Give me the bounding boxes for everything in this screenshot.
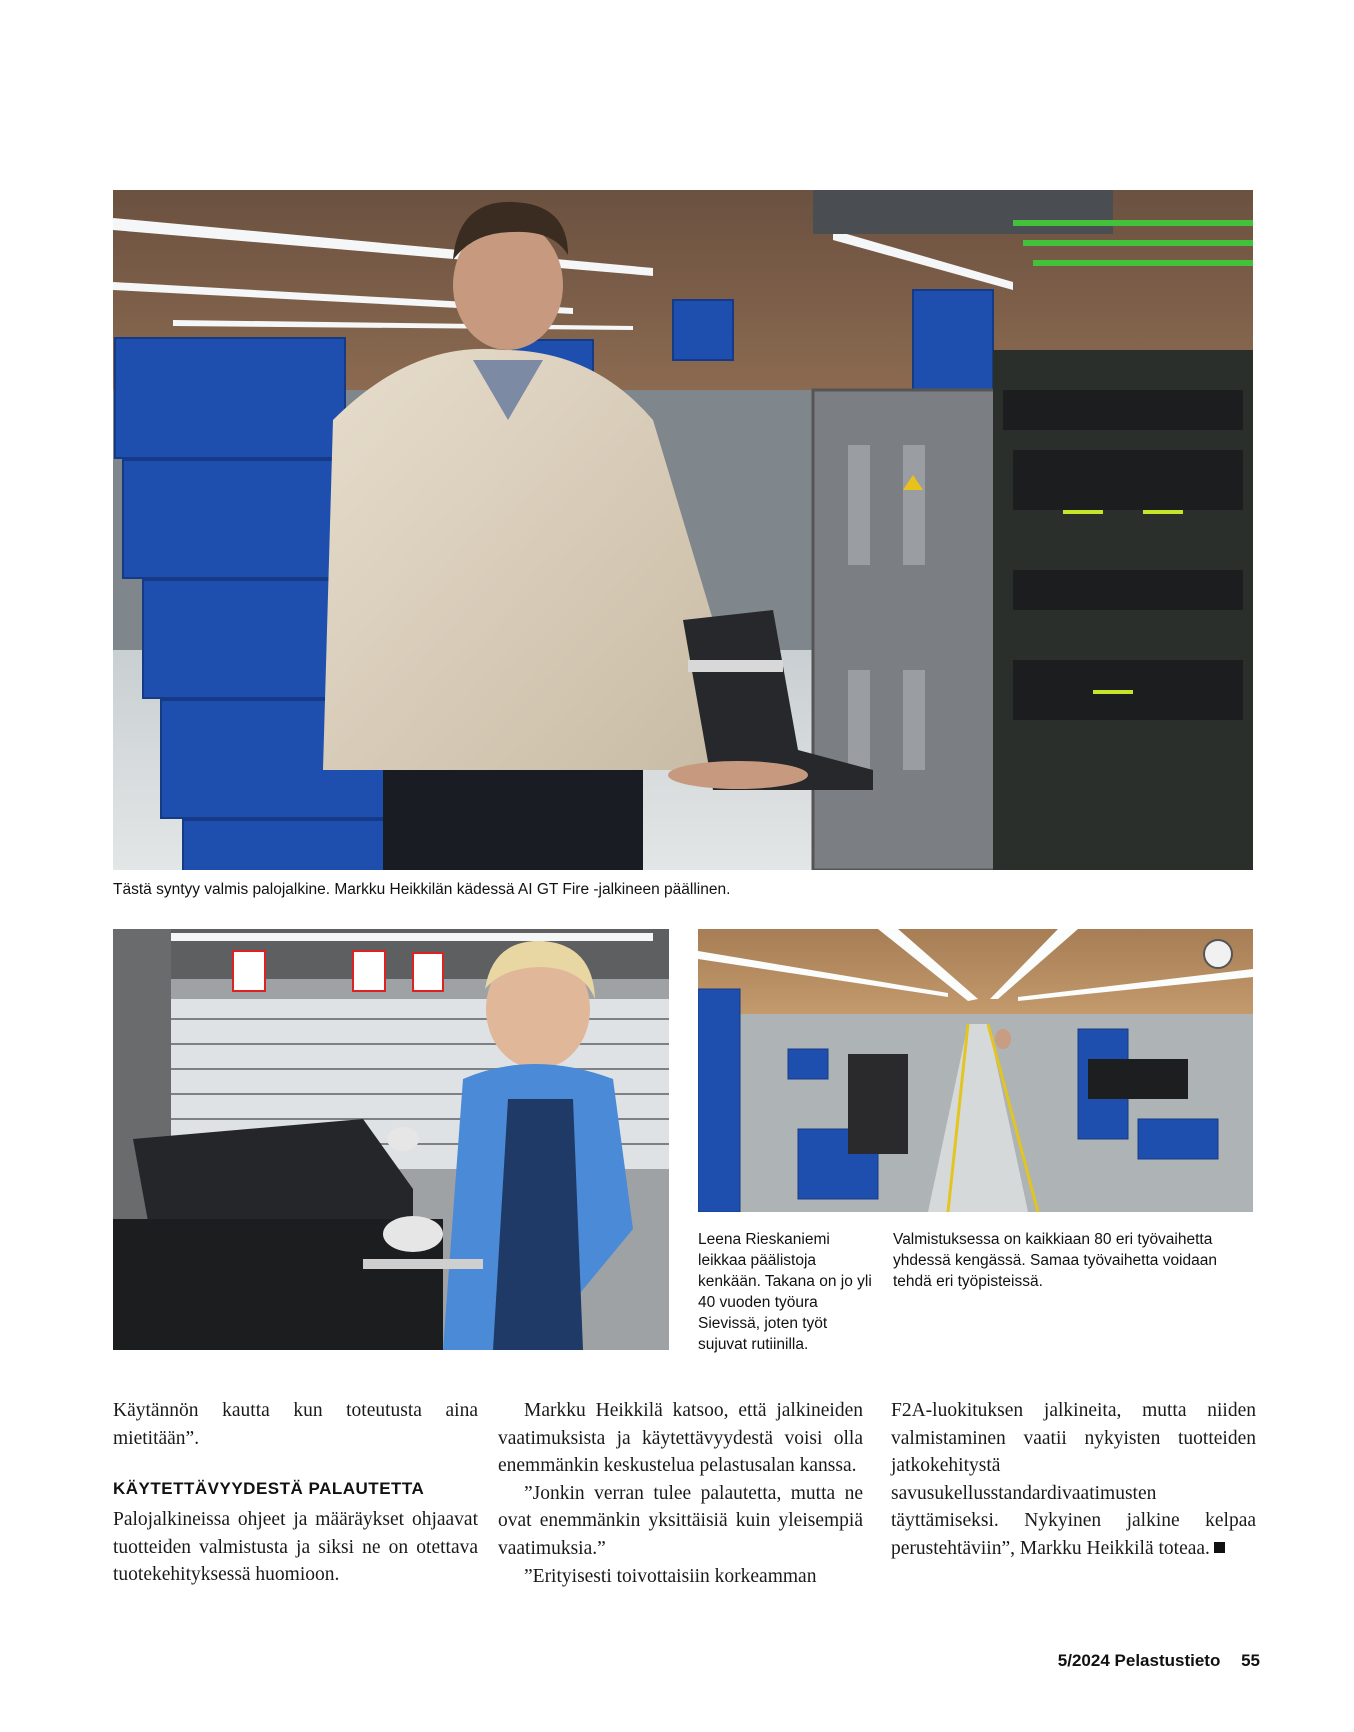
section-subheading: KÄYTETTÄVYYDESTÄ PALAUTETTA <box>113 1479 425 1499</box>
cutting-photo-caption: Leena Rieskaniemi leikkaa päälistoja kenkään. Takana on jo yli 40 vuoden työura Sievissä, joten työt sujuvat rutiinilla. <box>698 1231 872 1353</box>
column-3-text: F2A-luokituksen jalkineita, mutta niiden valmistaminen vaatii nykyisten tuotteiden jatkokehitystä savusukellusstandardivaatimusten täyttämiseksi. Nykyinen jalkine kelpaa perustehtäviin”, Markku Heikkilä toteaa. <box>891 1400 1256 1559</box>
article-column-1 <box>113 1397 478 1589</box>
column-2-paragraph-1: Markku Heikkilä katsoo, että jalkineiden vaatimuksista ja käytettävyydestä voisi olla enemmänkin keskustelua pelastusalan kanssa. <box>498 1400 863 1477</box>
factory-hall-photo <box>698 929 1253 1212</box>
page-footer <box>1058 1651 1260 1671</box>
issue-number: 5/2024 <box>1057 1651 1110 1670</box>
column-1-paragraph-1: Käytännön kautta kun toteutusta aina mietitään”. <box>113 1400 478 1449</box>
column-2-paragraph-3: ”Erityisesti toivottaisiin korkeamman <box>524 1565 817 1587</box>
main-photo <box>113 190 1253 870</box>
column-2-paragraph-2: ”Jonkin verran tulee palautetta, mutta ne ovat enemmänkin yksittäisiä kuin yleisempiä vaatimuksia.” <box>498 1482 863 1559</box>
main-photo-caption: Tästä syntyy valmis palojalkine. Markku Heikkilän kädessä AI GT Fire -jalkineen päällinen. <box>113 881 731 898</box>
end-of-article-mark <box>1214 1542 1225 1553</box>
column-1-paragraph-2: Palojalkineissa ohjeet ja määräykset ohjaavat tuotteiden valmistusta ja siksi ne on otettava tuotekehityksessä huomioon. <box>113 1509 478 1586</box>
article-column-2 <box>498 1397 863 1590</box>
column-3-paragraph-1 <box>891 1397 1256 1563</box>
magazine-name: Pelastustieto <box>1114 1651 1221 1670</box>
page-number: 55 <box>1241 1651 1260 1670</box>
cutting-photo <box>113 929 669 1350</box>
article-column-3 <box>891 1397 1256 1563</box>
factory-hall-photo-caption: Valmistuksessa on kaikkiaan 80 eri työvaihetta yhdessä kengässä. Samaa työvaihetta voidaan tehdä eri työpisteissä. <box>893 1231 1217 1290</box>
